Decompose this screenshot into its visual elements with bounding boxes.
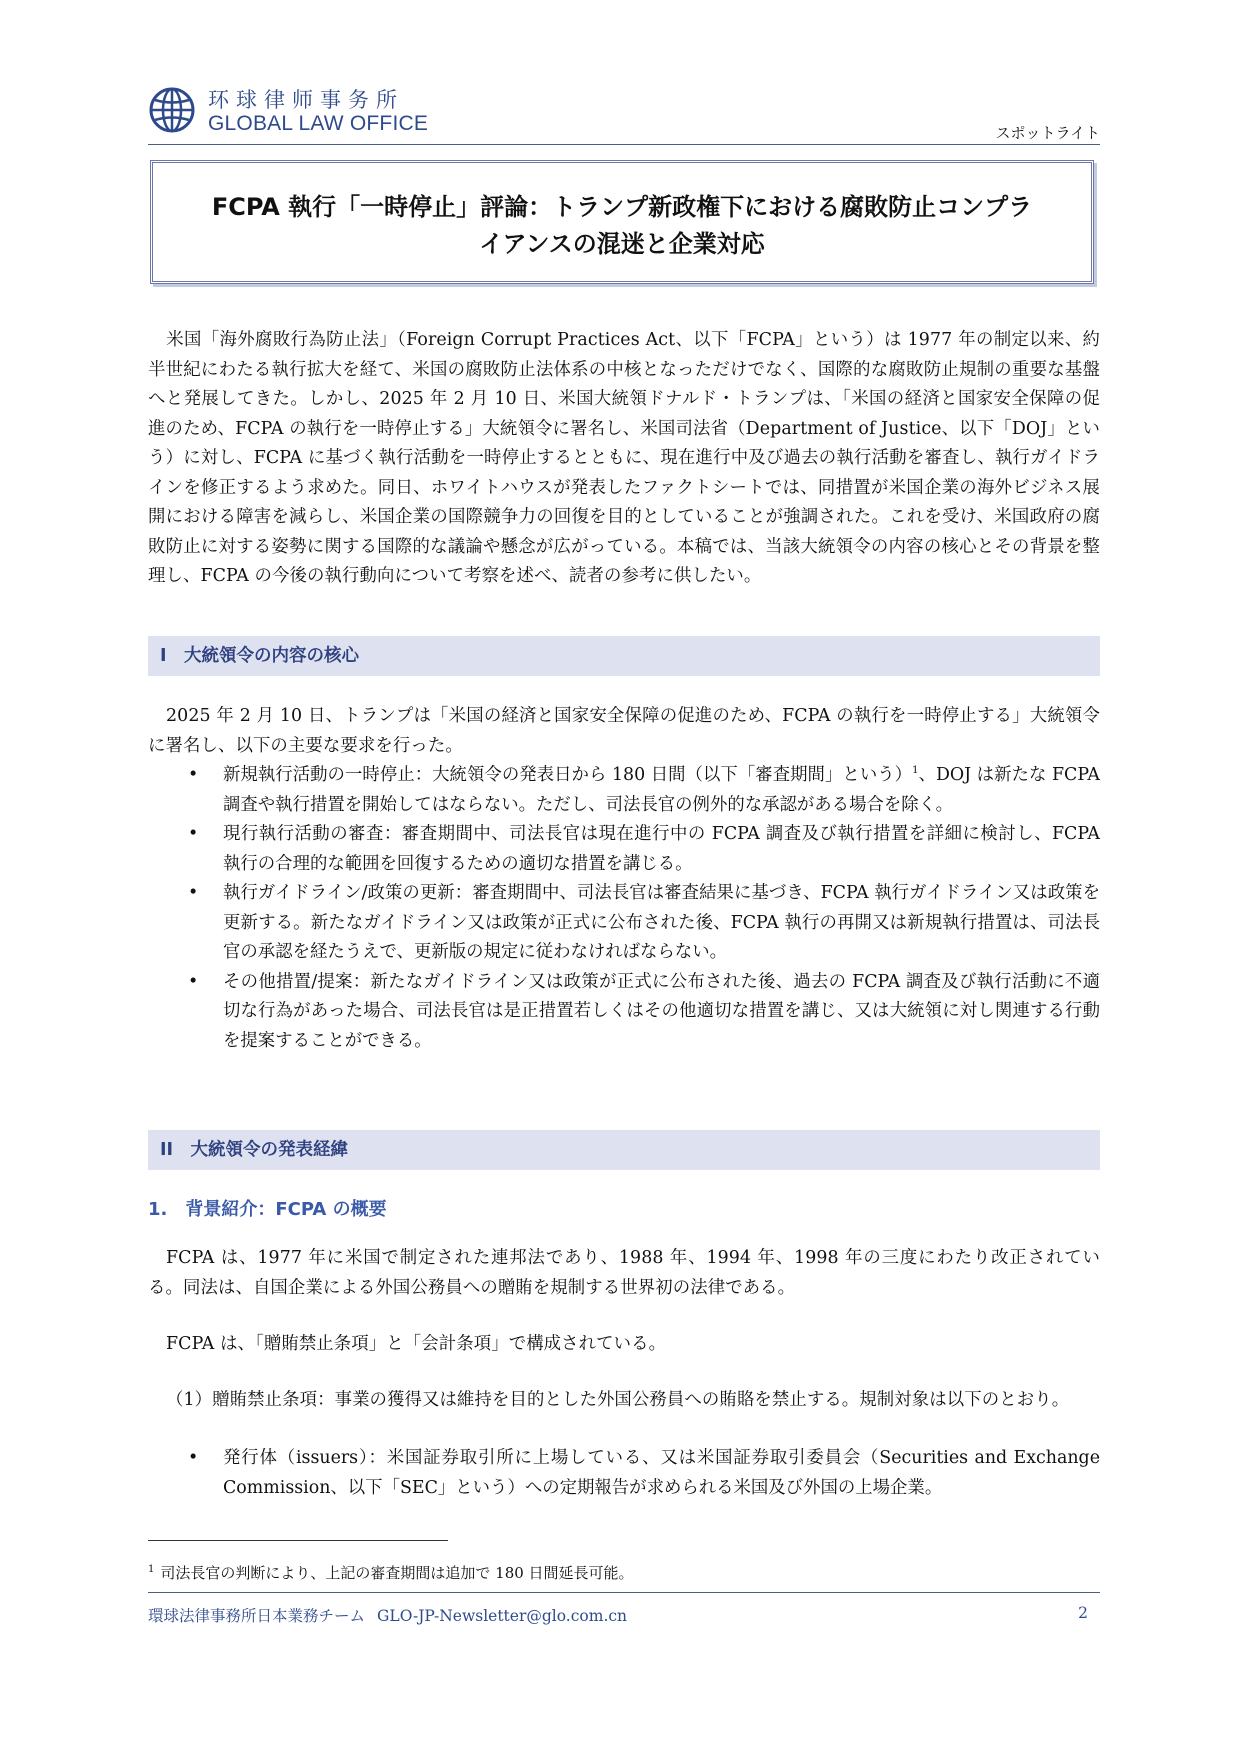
intro-paragraph: 米国「海外腐敗行為防止法」（Foreign Corrupt Practices Act、以下「FCPA」という）は 1977 年の制定以来、約半世紀にわたる執行拡大を経て、米国の腐敗防止法体系の中核となっただけでなく、国際的な腐敗防止規制の重要な基盤へと発展してきた。しかし、2025 年 2 月 10 日、米国大統領ドナルド・トランプは、「米国の経済と国家安全保障の促進のため、FCPA の執行を一時停止する」大統領令に署名し、米国司法省（Department of Justice、以下「DOJ」という）に対し、FCPA に基づく執行活動を一時停止するとともに、現在進行中及び過去の執行活動を審査し、執行ガイドラインを修正するよう求めた。同日、ホワイトハウスが発表したファクトシートでは、同措置が米国企業の海外ビジネス展開における障害を減らし、米国企業の国際競争力の回復を目的としていることが強調された。これを受け、米国政府の腐敗防止に対する姿勢に関する国際的な議論や懸念が広がっている。本稿では、当該大統領令の内容の核心とその背景を整理し、FCPA の今後の執行動向について考察を述べ、読者の参考に供したい。 — [148, 330, 1100, 586]
document-title — [173, 189, 1071, 263]
page-number: 2 — [1078, 1604, 1088, 1622]
bullet-dot-icon: • — [188, 971, 199, 992]
bullet-item — [148, 1444, 1100, 1503]
section-2-bullet-list — [148, 1444, 1100, 1503]
footnote: $^1$ 司法長官の判断により、上記の審査期間は追加で 180 日間延長可能。 — [148, 1564, 634, 1582]
document-page — [148, 0, 1100, 1754]
bullet-item — [148, 761, 1100, 820]
title-box — [150, 160, 1094, 284]
bullet-item — [148, 968, 1100, 1057]
footer-team — [148, 1604, 627, 1626]
logo-chinese-name: 环球律师事务所 — [208, 88, 404, 112]
section-2-subheading: 1. 背景紹介：FCPA の概要 — [148, 1199, 387, 1220]
bullet-dot-icon: • — [188, 765, 199, 785]
footnote-reference[interactable]: 1 — [912, 765, 919, 777]
section-2-paragraph-1: FCPA は、1977 年に米国で制定された連邦法であり、1988 年、1994 年、1998 年の三度にわたり改正されている。同法は、自国企業による外国公務員への贈賄を規制する世界初の法律である。 — [148, 1248, 1100, 1298]
page-header — [148, 82, 1100, 145]
title-line-1: FCPA 執行「一時停止」評論：トランプ新政権下における腐敗防止コンプラ — [211, 193, 1033, 221]
section-2-heading: II 大統領令の発表経緯 — [148, 1130, 1100, 1170]
bullet-dot-icon: • — [188, 1448, 199, 1468]
bullet-text: その他措置/提案：新たなガイドライン又は政策が正式に公布された後、過去の FCPA 調査及び執行活動に不適切な行為があった場合、司法長官は是正措置若しくはその他適切な措置を講じ、又は大統領に対し関連する行動を提案することができる。 — [223, 971, 1100, 1051]
bullet-item — [148, 879, 1100, 968]
section-2-paragraph-3: （1）贈賄禁止条項：事業の獲得又は維持を目的とした外国公務員への賄賂を禁止する。規制対象は以下のとおり。 — [166, 1390, 1070, 1410]
bullet-text: 執行ガイドライン/政策の更新：審査期間中、司法長官は審査結果に基づき、FCPA 執行ガイドライン又は政策を更新する。新たなガイドライン又は政策が正式に公布された後、FCPA 執行の再開又は新規執行措置は、司法長官の承認を経たうえで、更新版の規定に従わなければならない。 — [223, 883, 1100, 962]
bullet-item — [148, 820, 1100, 879]
bullet-text: 発行体（issuers）：米国証券取引所に上場している、又は米国証券取引委員会（Securities and Exchange Commission、以下「SEC」という）への定期報告が求められる米国及び外国の上場企業。 — [223, 1448, 1100, 1498]
section-1-bullet-list — [148, 761, 1100, 1056]
footer-email-link[interactable]: GLO-JP-Newsletter@glo.com.cn — [377, 1607, 628, 1625]
logo-english-name: GLOBAL LAW OFFICE — [208, 112, 429, 135]
section-2-paragraph-2: FCPA は、「贈賄禁止条項」と「会計条項」で構成されている。 — [166, 1334, 667, 1354]
bullet-text-continued: 、DOJ は新たな FCPA 調査や執行措置を開始してはならない。ただし、司法長官の例外的な承認がある場合を除く。 — [223, 765, 1100, 815]
footer-team-name: 環球法律事務所日本業務チーム — [148, 1607, 366, 1625]
bullet-dot-icon: • — [188, 883, 199, 903]
footer-rule — [148, 1592, 1100, 1593]
section-label: スポットライト — [995, 124, 1100, 142]
footnote-rule — [148, 1540, 448, 1541]
bullet-dot-icon: • — [188, 824, 199, 844]
bullet-text: 新規執行活動の一時停止：大統領令の発表日から 180 日間（以下「審査期間」という） — [223, 765, 913, 785]
title-line-2: イアンスの混迷と企業対応 — [479, 230, 765, 258]
globe-logo-icon — [148, 86, 196, 134]
bullet-text: 現行執行活動の審査：審査期間中、司法長官は現在進行中の FCPA 調査及び執行措置を詳細に検討し、FCPA 執行の合理的な範囲を回復するための適切な措置を講じる。 — [223, 824, 1100, 874]
section-1-heading: I 大統領令の内容の核心 — [148, 636, 1100, 676]
section-1-lead: 2025 年 2 月 10 日、トランプは「米国の経済と国家安全保障の促進のため、FCPA の執行を一時停止する」大統領令に署名し、以下の主要な要求を行った。 — [148, 706, 1100, 756]
